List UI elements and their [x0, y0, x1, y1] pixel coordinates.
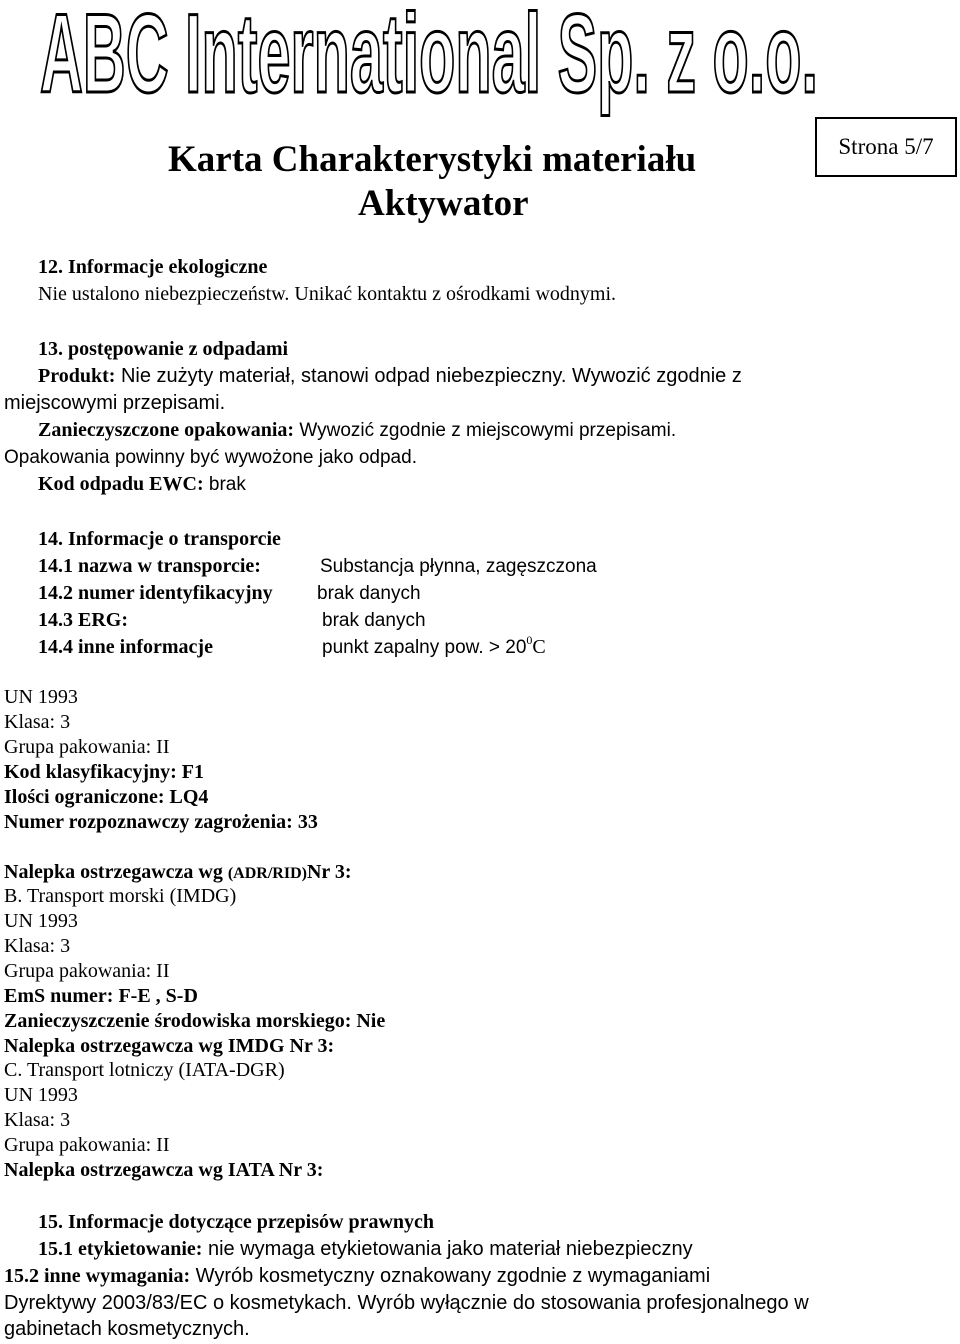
- section-15-directive: Dyrektywy 2003/83/EC o kosmetykach. Wyrób wyłącznie do stosowania profesjonalnego w: [4, 1292, 809, 1314]
- air-un-number: UN 1993: [4, 1084, 78, 1106]
- other-requirements-label: 15.2 inne wymagania:: [4, 1265, 191, 1287]
- page-number-box: [815, 117, 957, 177]
- ewc-label: Kod odpadu EWC:: [38, 473, 204, 495]
- road-un-number: UN 1993: [4, 686, 78, 708]
- ewc-value: brak: [203, 474, 246, 495]
- identification-number-label: 14.2 numer identyfikacyjny: [38, 582, 273, 604]
- product-text: Nie zużyty materiał, stanowi odpad niebezpieczny. Wywozić zgodnie z: [115, 365, 742, 387]
- sea-class: Klasa: 3: [4, 935, 71, 957]
- section-14-heading: 14. Informacje o transporcie: [38, 528, 281, 550]
- road-warning-label-a: Nalepka ostrzegawcza wg: [4, 861, 228, 883]
- company-logo: [0, 0, 960, 135]
- transport-name-label: 14.1 nazwa w transporcie:: [38, 555, 261, 577]
- erg-value: brak danych: [322, 610, 426, 631]
- road-warning-label-c: Nr 3:: [306, 861, 352, 883]
- labelling-label: 15.1 etykietowanie:: [38, 1238, 203, 1260]
- section-15-labelling: [38, 1236, 693, 1263]
- section-13-packaging: [38, 417, 676, 444]
- section-15-other-requirements: [4, 1263, 710, 1290]
- road-limited-quantities: Ilości ograniczone: LQ4: [4, 786, 209, 808]
- section-13-packaging-cont: Opakowania powinny być wywożone jako odpad.: [4, 447, 417, 468]
- packaging-text: Wywozić zgodnie z miejscowymi przepisami.: [294, 420, 677, 441]
- product-label: Produkt:: [38, 365, 116, 387]
- flash-point-text: punkt zapalny pow. > 20: [322, 637, 527, 658]
- section-13-product: [38, 363, 742, 390]
- flash-point-unit: C: [532, 636, 546, 658]
- product-name: Aktywator: [358, 183, 529, 224]
- sea-marine-pollutant: Zanieczyszczenie środowiska morskiego: Nie: [4, 1010, 386, 1032]
- section-15-salons: gabinetach kosmetycznych.: [4, 1318, 250, 1340]
- road-classification-code: Kod klasyfikacyjny: F1: [4, 761, 205, 783]
- sea-transport-heading: B. Transport morski (IMDG): [4, 885, 237, 907]
- air-transport-heading: C. Transport lotniczy (IATA-DGR): [4, 1059, 285, 1081]
- other-info-value: [322, 634, 546, 661]
- packaging-label: Zanieczyszczone opakowania:: [38, 419, 295, 441]
- logo-text: ABC International Sp. z o.o.: [40, 0, 818, 116]
- air-packing-group: Grupa pakowania: II: [4, 1134, 170, 1156]
- sea-warning-label: Nalepka ostrzegawcza wg IMDG Nr 3:: [4, 1035, 335, 1057]
- section-13-ewc: [38, 471, 246, 498]
- road-class: Klasa: 3: [4, 711, 71, 733]
- document-title: Karta Charakterystyki materiału: [168, 139, 697, 180]
- sea-un-number: UN 1993: [4, 910, 78, 932]
- transport-name-value: Substancja płynna, zagęszczona: [320, 556, 597, 577]
- section-13-heading: 13. postępowanie z odpadami: [38, 338, 289, 360]
- section-13-product-cont: miejscowymi przepisami.: [4, 392, 226, 414]
- section-12-text: Nie ustalono niebezpieczeństw. Unikać kontaktu z ośrodkami wodnymi.: [38, 283, 616, 305]
- labelling-text: nie wymaga etykietowania jako materiał niebezpieczny: [202, 1238, 693, 1260]
- flash-point-degree: 0: [526, 633, 533, 647]
- other-requirements-text: Wyrób kosmetyczny oznakowany zgodnie z wymaganiami: [190, 1265, 711, 1287]
- road-hazard-number: Numer rozpoznawczy zagrożenia: 33: [4, 811, 318, 833]
- road-warning-label-b: (ADR/RID): [227, 865, 307, 882]
- page-number: Strona 5/7: [838, 134, 934, 159]
- air-warning-label: Nalepka ostrzegawcza wg IATA Nr 3:: [4, 1159, 324, 1181]
- road-packing-group: Grupa pakowania: II: [4, 736, 170, 758]
- section-12-heading: 12. Informacje ekologiczne: [38, 256, 268, 278]
- sea-packing-group: Grupa pakowania: II: [4, 960, 170, 982]
- identification-number-value: brak danych: [317, 583, 421, 604]
- air-class: Klasa: 3: [4, 1109, 71, 1131]
- section-15-heading: 15. Informacje dotyczące przepisów prawnych: [38, 1211, 435, 1233]
- other-info-label: 14.4 inne informacje: [38, 636, 213, 658]
- sea-ems-number: EmS numer: F-E , S-D: [4, 985, 198, 1007]
- erg-label: 14.3 ERG:: [38, 609, 128, 631]
